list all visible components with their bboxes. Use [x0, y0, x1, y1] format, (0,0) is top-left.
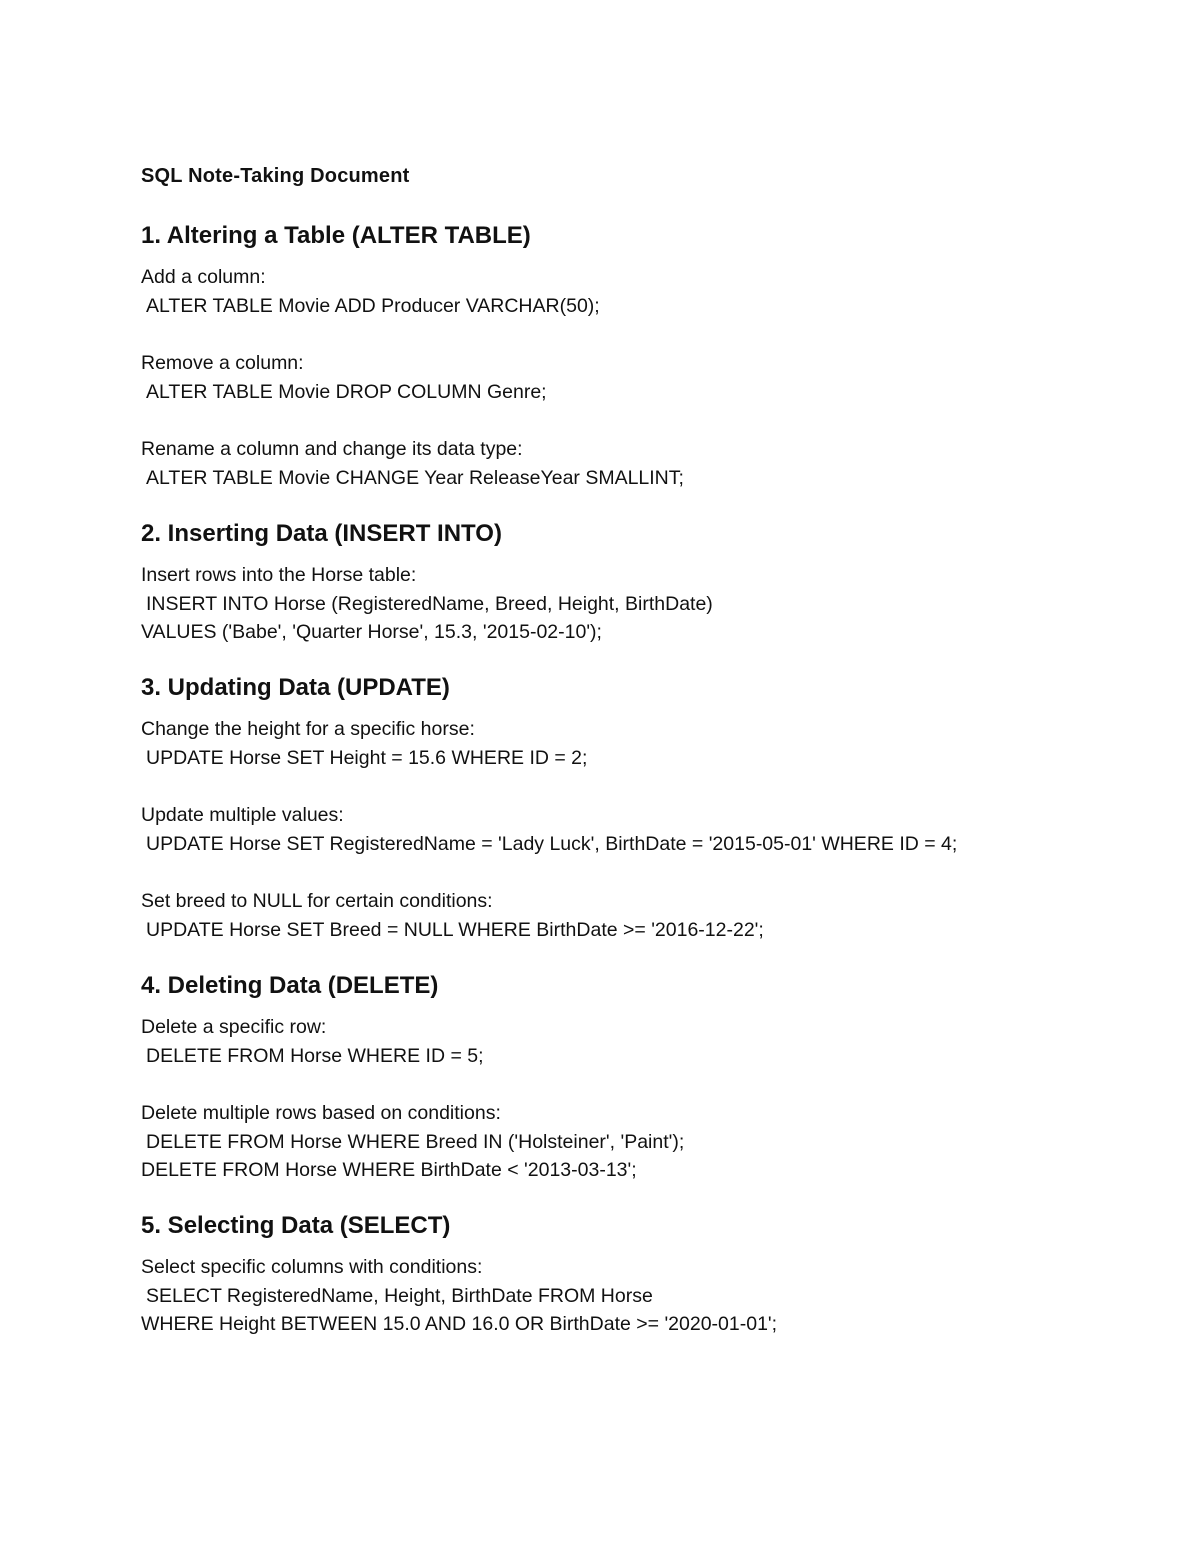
sql-statement: UPDATE Horse SET RegisteredName = 'Lady Luck', BirthDate = '2015-05-01' WHERE ID = 4; [146, 832, 958, 855]
section-updating-data [141, 673, 1141, 944]
note-block [141, 1099, 1141, 1185]
section-heading: 1. Altering a Table (ALTER TABLE) [141, 222, 531, 249]
section-heading: 5. Selecting Data (SELECT) [141, 1212, 451, 1239]
note-label: Delete multiple rows based on conditions: [141, 1102, 501, 1124]
note-label: Change the height for a specific horse: [141, 718, 475, 740]
sql-statement: ALTER TABLE Movie ADD Producer VARCHAR(50); [146, 294, 600, 317]
sql-statement: DELETE FROM Horse WHERE Breed IN ('Holsteiner', 'Paint'); [146, 1130, 685, 1153]
note-label: Rename a column and change its data type: [141, 438, 523, 460]
section-altering-table [141, 221, 1141, 492]
sql-statement: SELECT RegisteredName, Height, BirthDate FROM Horse [146, 1284, 653, 1307]
note-block [141, 435, 1141, 492]
sql-statement: UPDATE Horse SET Breed = NULL WHERE BirthDate >= '2016-12-22'; [146, 918, 764, 941]
note-block [141, 801, 1141, 858]
note-block [141, 715, 1141, 772]
sql-statement: ALTER TABLE Movie CHANGE Year ReleaseYear SMALLINT; [146, 466, 684, 489]
note-label: Remove a column: [141, 352, 304, 374]
note-block [141, 887, 1141, 944]
section-selecting-data [141, 1211, 1141, 1339]
sql-statement-continuation: WHERE Height BETWEEN 15.0 AND 16.0 OR BirthDate >= '2020-01-01'; [141, 1313, 778, 1335]
note-label: Insert rows into the Horse table: [141, 564, 417, 586]
note-label: Set breed to NULL for certain conditions: [141, 890, 493, 912]
note-block [141, 561, 1141, 647]
note-label: Select specific columns with conditions: [141, 1256, 483, 1278]
sql-statement: ALTER TABLE Movie DROP COLUMN Genre; [146, 380, 547, 403]
note-block [141, 263, 1141, 320]
sql-statement-continuation: VALUES ('Babe', 'Quarter Horse', 15.3, '2015-02-10'); [141, 621, 602, 643]
note-block [141, 1253, 1141, 1339]
section-heading: 3. Updating Data (UPDATE) [141, 674, 450, 701]
section-heading: 4. Deleting Data (DELETE) [141, 972, 439, 999]
note-label: Delete a specific row: [141, 1016, 327, 1038]
sql-statement: DELETE FROM Horse WHERE BirthDate < '2013-03-13'; [141, 1159, 637, 1181]
sql-statement: DELETE FROM Horse WHERE ID = 5; [146, 1044, 484, 1067]
sql-statement: UPDATE Horse SET Height = 15.6 WHERE ID = 2; [146, 746, 588, 769]
sql-statement: INSERT INTO Horse (RegisteredName, Breed, Height, BirthDate) [146, 592, 713, 615]
section-inserting-data [141, 519, 1141, 647]
note-label: Add a column: [141, 266, 266, 288]
section-deleting-data [141, 971, 1141, 1185]
note-block [141, 1013, 1141, 1070]
note-label: Update multiple values: [141, 804, 344, 826]
document-title: SQL Note-Taking Document [141, 165, 410, 187]
section-heading: 2. Inserting Data (INSERT INTO) [141, 520, 502, 547]
note-block [141, 349, 1141, 406]
